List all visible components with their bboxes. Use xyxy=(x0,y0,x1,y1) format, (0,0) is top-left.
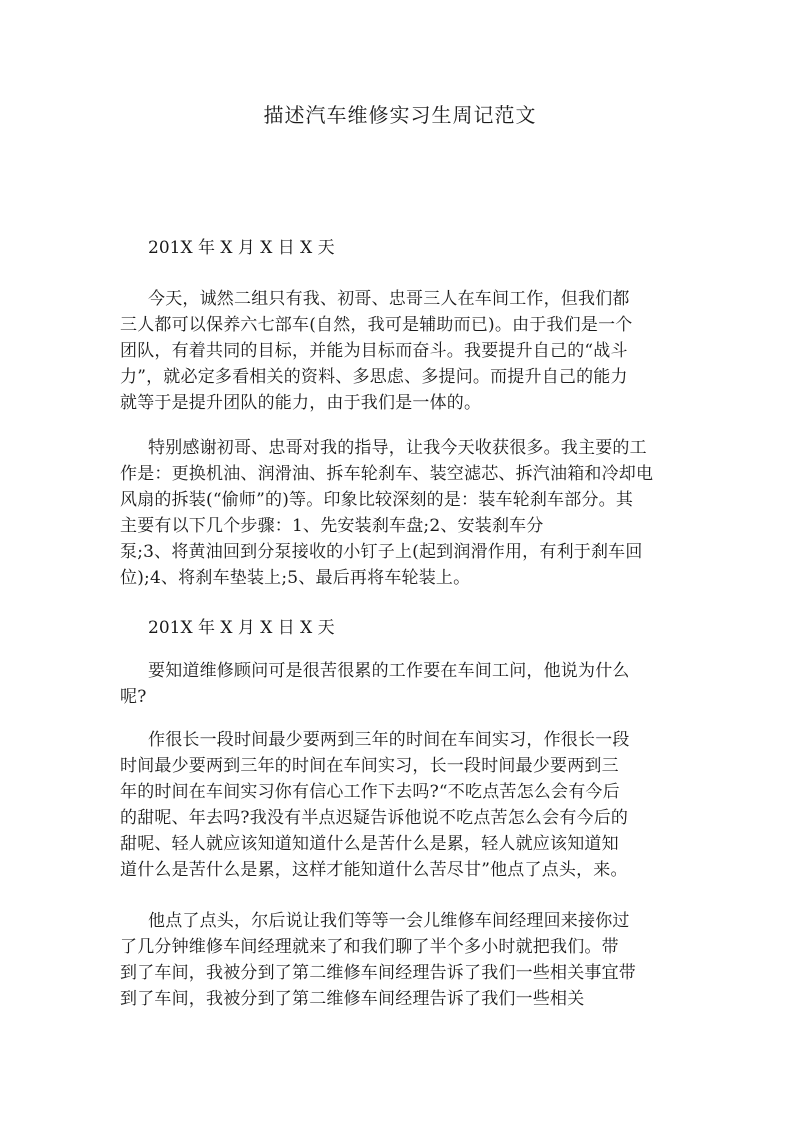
paragraph-line: 作很长一段时间最少要两到三年的时间在车间实习，作很长一段 xyxy=(148,730,630,750)
paragraph-line: 时间最少要两到三年的时间在车间实习，长一段时间最少要两到三 xyxy=(120,756,619,776)
paragraph-line: 了几分钟维修车间经理就来了和我们聊了半个多小时就把我们。带 xyxy=(120,937,619,957)
paragraph-line: 年的时间在车间实习你有信心工作下去吗?“不吃点苦怎么会有今后 xyxy=(120,782,620,802)
paragraph-1 xyxy=(120,286,650,416)
paragraph-line: 位);4、将刹车垫装上;5、最后再将车轮装上。 xyxy=(120,568,471,588)
paragraph-line: 主要有以下几个步骤：1、先安装刹车盘;2、安装刹车分 xyxy=(120,516,544,536)
paragraph-line: 力”，就必定多看相关的资料、多思虑、多提问。而提升自己的能力 xyxy=(120,367,628,387)
paragraph-3 xyxy=(120,658,650,710)
paragraph-line: 呢? xyxy=(120,687,147,707)
paragraph-line: 特别感谢初哥、忠哥对我的指导，让我今天收获很多。我主要的工 xyxy=(148,438,647,458)
paragraph-4 xyxy=(120,727,650,883)
document-title: 描述汽车维修实习生周记范文 xyxy=(263,103,537,127)
paragraph-line: 到了车间，我被分到了第二维修车间经理告诉了我们一些相关事宜带 xyxy=(120,963,636,983)
paragraph-5 xyxy=(120,908,650,1012)
paragraph-line: 泵;3、将黄油回到分泵接收的小钉子上(起到润滑作用，有利于刹车回 xyxy=(120,542,643,562)
date-heading-2: 201X 年 X 月 X 日 X 天 xyxy=(148,618,335,638)
paragraph-line: 到了车间，我被分到了第二维修车间经理告诉了我们一些相关 xyxy=(120,989,585,1009)
paragraph-line: 他点了点头，尔后说让我们等等一会儿维修车间经理回来接你过 xyxy=(148,911,630,931)
paragraph-line: 作是：更换机油、润滑油、拆车轮刹车、装空滤芯、拆汽油箱和冷却电 xyxy=(120,464,654,484)
paragraph-line: 要知道维修顾问可是很苦很累的工作要在车间工问，他说为什么 xyxy=(148,661,630,681)
paragraph-line: 今天，诚然二组只有我、初哥、忠哥三人在车间工作，但我们都 xyxy=(148,289,630,309)
paragraph-line: 团队，有着共同的目标，并能为目标而奋斗。我要提升自己的“战斗 xyxy=(120,341,628,361)
date-heading-1: 201X 年 X 月 X 日 X 天 xyxy=(148,238,335,258)
paragraph-line: 的甜呢、年去吗?我没有半点迟疑告诉他说不吃点苦怎么会有今后的 xyxy=(120,808,629,828)
paragraph-line: 甜呢、轻人就应该知道知道什么是苦什么是累，轻人就应该知道知 xyxy=(120,834,619,854)
paragraph-line: 三人都可以保养六七部车(自然，我可是辅助而已)。由于我们是一个 xyxy=(120,315,633,335)
paragraph-line: 风扇的拆装(“偷师”的)等。印象比较深刻的是：装车轮刹车部分。其 xyxy=(120,490,634,510)
paragraph-line: 就等于是提升团队的能力，由于我们是一体的。 xyxy=(120,393,482,413)
paragraph-2 xyxy=(120,435,654,591)
paragraph-line: 道什么是苦什么是累，这样才能知道什么苦尽甘”他点了点头，来。 xyxy=(120,860,628,880)
